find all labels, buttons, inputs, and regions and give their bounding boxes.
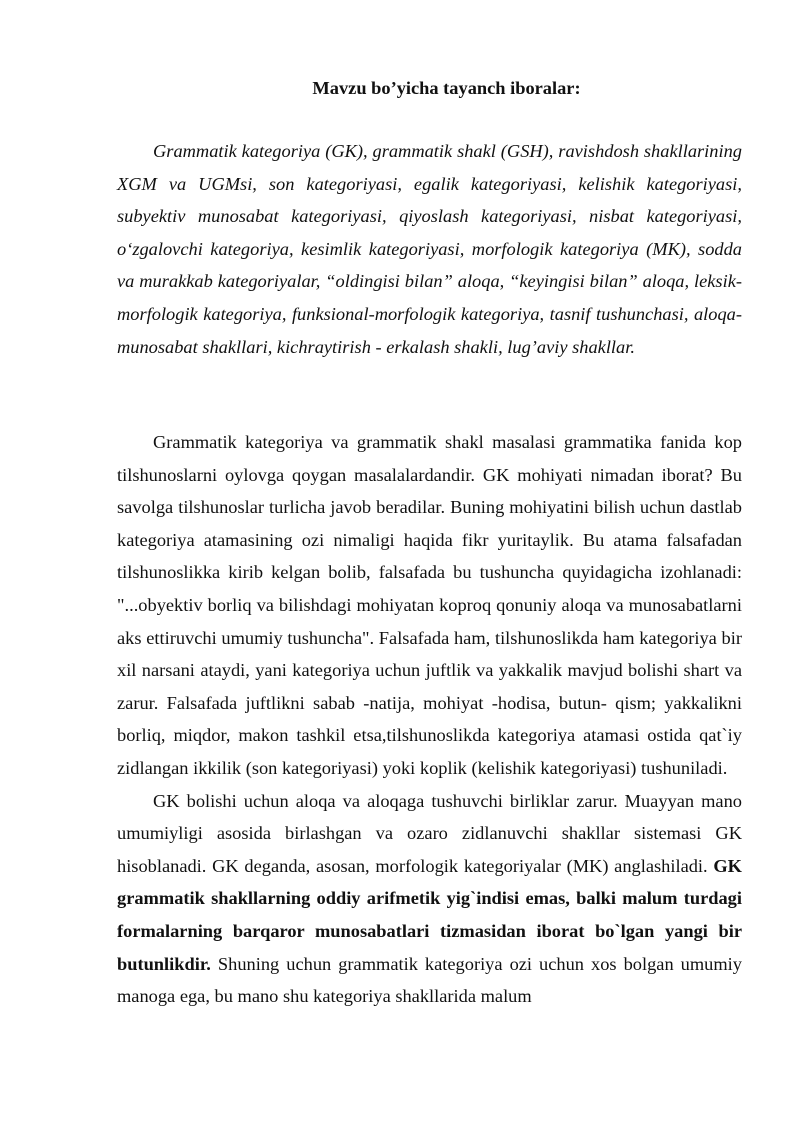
main-text-section — [117, 426, 742, 1013]
keywords-section — [117, 135, 742, 363]
keywords-paragraph: Grammatik kategoriya (GK), grammatik shakl (GSH), ravishdosh shakllarining XGM va UGMsi, son kategoriyasi, egalik kategoriyasi, kelishik kategoriyasi, subyektiv munosabat kategoriyasi, qiyoslash kategoriyasi, nisbat kategoriyasi, o‘zgalovchi kategoriya, kesimlik kategoriyasi, morfologik kategoriya (MK), sodda va murakkab kategoriyalar, “oldingisi bilan” aloqa, “keyingisi bilan” aloqa, leksik-morfologik kategoriya, funksional-morfologik kategoriya, tasnif tushunchasi, aloqa-munosabat shakllari, kichraytirish - erkalash shakli, lug’aviy shakllar. — [117, 141, 742, 357]
paragraph-2-end: Shuning uchun grammatik kategoriya ozi uchun xos bolgan umumiy manoga ega, bu mano shu kategoriya shakllarida malum — [117, 953, 742, 1007]
paragraph-2 — [117, 785, 742, 1013]
paragraph-2-bold: GK grammatik shakllarning oddiy arifmetik yig`indisi emas, balki malum turdagi formalarning barqaror munosabatlari tizmasidan iborat bo`lgan yangi bir butunlikdir. — [117, 855, 742, 974]
paragraph-1: Grammatik kategoriya va grammatik shakl masalasi grammatika fanida kop tilshunoslarni oylovga qoygan masalalardandir. GK mohiyati nimadan iborat? Bu savolga tilshunoslar turlicha javob beradilar. Buning mohiyatini bilish uchun dastlab kategoriya atamasining ozi nimaligi haqida fikr yuritaylik. Bu atama falsafadan tilshunoslikka kirib kelgan bolib, falsafada bu tushuncha quyidagicha izohlanadi: "...obyektiv borliq va bilishdagi mohiyatan koproq qonuniy aloqa va munosabatlarni aks ettiruvchi umumiy tushuncha". Falsafada ham, tilshunoslikda ham kategoriya bir xil narsani ataydi, yani kategoriya uchun juftlik va yakkalik mavjud bolishi shart va zarur. Falsafada juftlikni sabab -natija, mohiyat -hodisa, butun- qism; yakkalikni borliq, miqdor, makon tashkil etsa,tilshunoslikda kategoriya atamasi ostida qat`iy zidlangan ikkilik (son kategoriyasi) yoki koplik (kelishik kategoriyasi) tushuniladi. — [117, 432, 742, 778]
paragraph-2-start: GK bolishi uchun aloqa va aloqaga tushuvchi birliklar zarur. Muayyan mano umumiyligi asosida birlashgan va ozaro zidlanuvchi shakllar sistemasi GK hisoblanadi. GK deganda, asosan, morfologik kategoriyalar (MK) anglashiladi. — [117, 790, 742, 876]
page-title: Mavzu bo’yicha tayanch iboralar: — [312, 78, 581, 98]
